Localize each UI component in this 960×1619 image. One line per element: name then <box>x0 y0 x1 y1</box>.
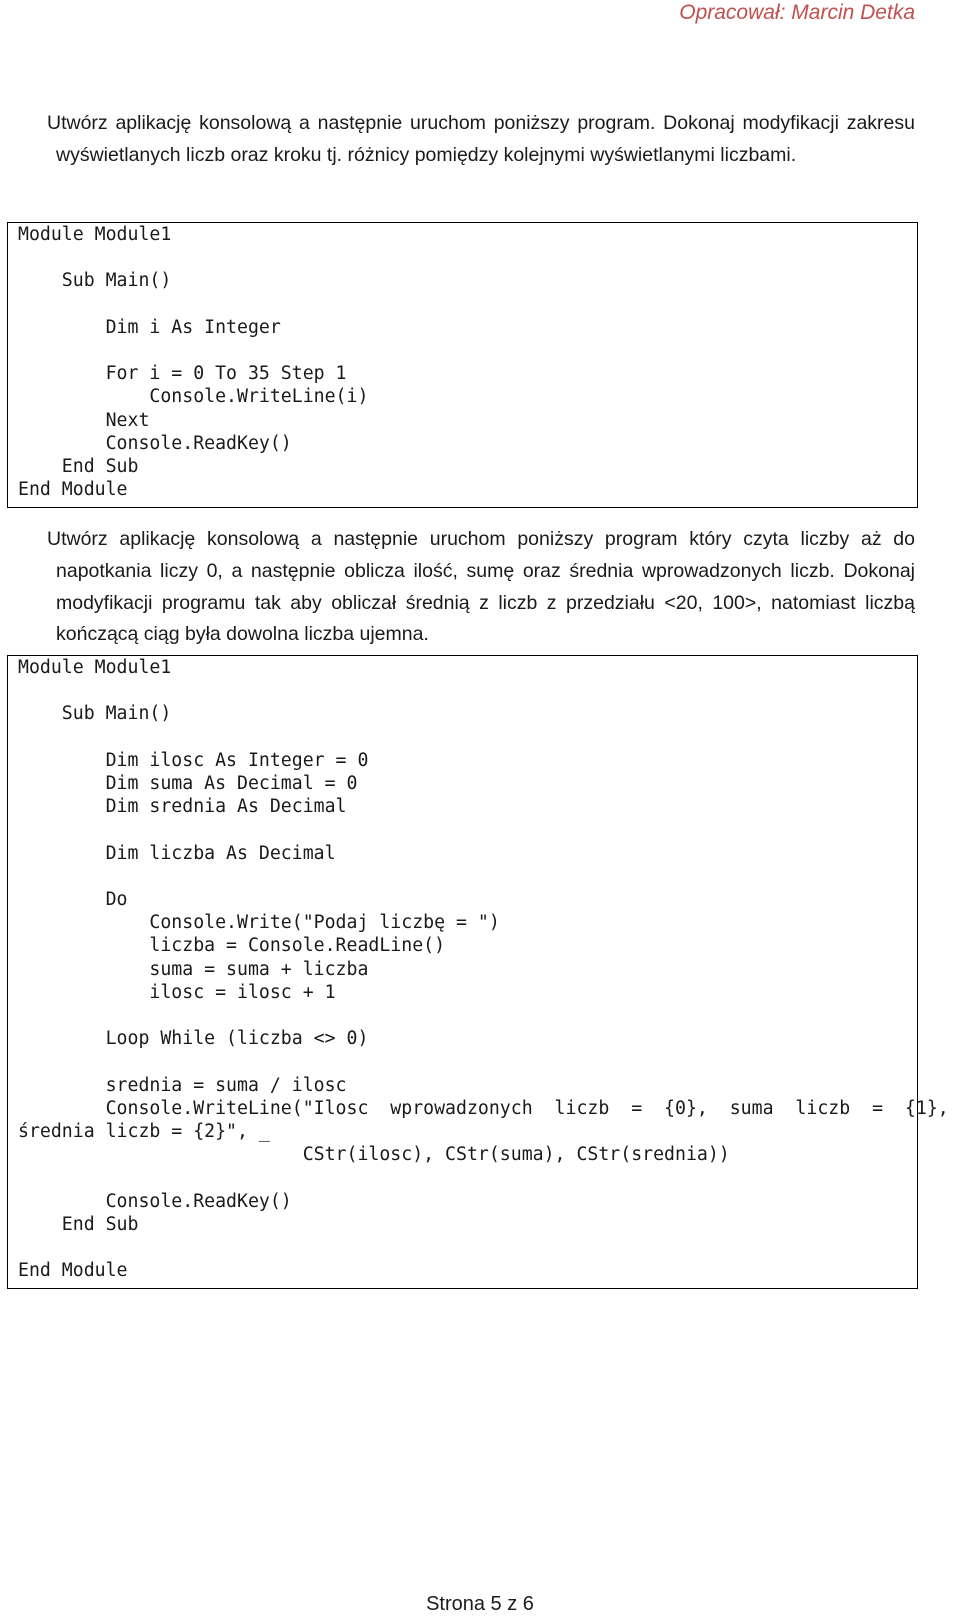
code-line: Sub Main() <box>18 703 172 725</box>
code-line: Do <box>18 889 128 911</box>
code-line: Dim ilosc As Integer = 0 <box>18 749 369 771</box>
code-line: Dim srednia As Decimal <box>18 796 347 818</box>
code-listing <box>18 223 917 501</box>
code-line: Dim liczba As Decimal <box>18 842 336 864</box>
code-line: For i = 0 To 35 Step 1 <box>18 363 347 385</box>
task-number <box>10 524 47 556</box>
code-line: ilosc = ilosc + 1 <box>18 981 336 1003</box>
page-number-footer: Strona 5 z 6 <box>426 1593 534 1615</box>
task-number <box>10 108 47 140</box>
code-line: suma = suma + liczba <box>18 958 369 980</box>
code-line: Console.WriteLine("Ilosc wprowadzonych liczb = {0}, suma liczb = {1}, <box>18 1097 949 1119</box>
code-block-2-5 <box>7 655 949 1289</box>
code-line: Next <box>18 409 150 431</box>
task-2-5-instructions <box>10 524 915 651</box>
task-text: Utwórz aplikację konsolową a następnie uruchom poniższy program który czyta liczby aż do napotkania liczy 0, a następnie oblicza ilość, sumę oraz średnia wprowadzonych liczb. Dokonaj modyfikacji programu tak aby obliczał średnią z liczb z przedziału <20, 100>, natomiast liczbą kończącą ciąg była dowolna liczba ujemna. <box>47 528 915 646</box>
code-line: Module Module1 <box>18 657 172 678</box>
code-line: Console.ReadKey() <box>18 1190 292 1212</box>
code-line: Loop While (liczba <> 0) <box>18 1028 369 1050</box>
document-author-header: Opracował: Marcin Detka <box>679 1 915 24</box>
code-line: Sub Main() <box>18 270 172 292</box>
code-line: End Module <box>18 479 128 501</box>
code-line: Dim suma As Decimal = 0 <box>18 773 358 795</box>
code-line: Dim i As Integer <box>18 316 281 338</box>
code-line: Console.ReadKey() <box>18 432 292 454</box>
task-text: Utwórz aplikację konsolową a następnie uruchom poniższy program. Dokonaj modyfikacji zakresu wyświetlanych liczb oraz kroku tj. różnicy pomiędzy kolejnymi wyświetlanymi liczbami. <box>47 112 915 166</box>
code-line: End Module <box>18 1260 128 1282</box>
code-line: średnia liczb = {2}", _ <box>18 1121 270 1143</box>
code-line: CStr(ilosc), CStr(suma), CStr(srednia)) <box>18 1144 730 1166</box>
code-block-2-4 <box>7 222 918 508</box>
code-listing <box>18 656 949 1282</box>
code-line: Module Module1 <box>18 224 172 245</box>
code-line: End Sub <box>18 456 139 478</box>
code-line: Console.Write("Podaj liczbę = ") <box>18 912 500 934</box>
code-line: srednia = suma / ilosc <box>18 1074 347 1096</box>
code-line: Console.WriteLine(i) <box>18 386 369 408</box>
task-2-4-instructions <box>10 108 915 172</box>
code-line: liczba = Console.ReadLine() <box>18 935 446 957</box>
code-line: End Sub <box>18 1213 139 1235</box>
